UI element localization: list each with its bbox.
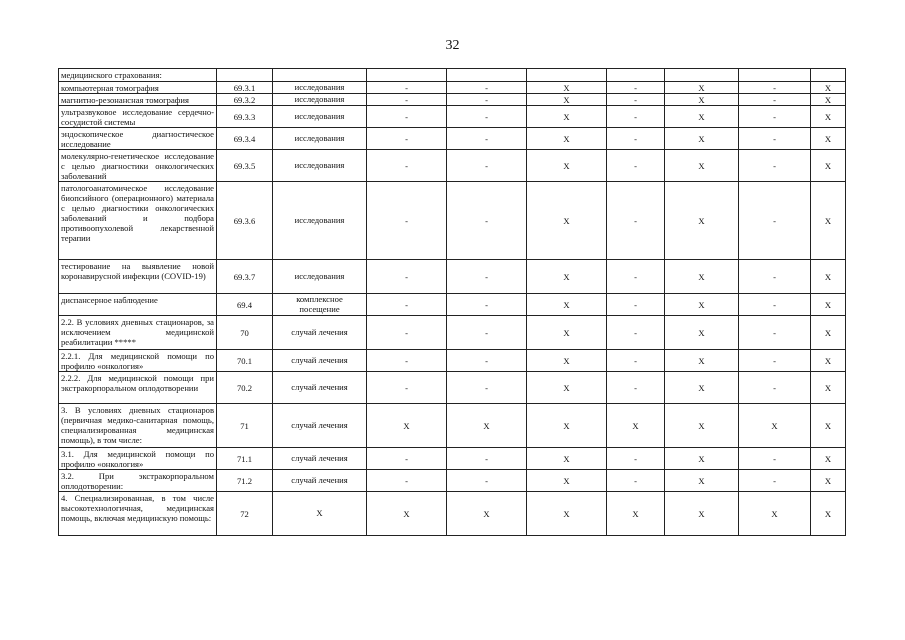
value-cell: X	[665, 316, 739, 350]
row-name-cell: компьютерная томография	[59, 82, 217, 94]
value-cell: X	[739, 492, 811, 536]
row-code-cell: 69.3.5	[217, 150, 273, 182]
value-cell: -	[447, 128, 527, 150]
table-row	[59, 404, 846, 448]
row-code-cell: 69.3.6	[217, 182, 273, 260]
row-name-cell: 3. В условиях дневных стационаров (первичная медико-санитарная помощь, специализированная медицинская помощь), в том числе:	[59, 404, 217, 448]
value-cell: -	[447, 82, 527, 94]
value-cell: X	[527, 260, 607, 294]
value-cell: -	[739, 182, 811, 260]
value-cell: X	[367, 492, 447, 536]
value-cell: -	[447, 372, 527, 404]
value-cell: X	[665, 470, 739, 492]
row-name-cell: 4. Специализированная, в том числе высокотехнологичная, медицинская помощь, включая медицинскую помощь:	[59, 492, 217, 536]
value-cell: -	[447, 470, 527, 492]
value-cell: X	[665, 404, 739, 448]
value-cell: -	[367, 350, 447, 372]
value-cell: X	[811, 470, 846, 492]
row-code-cell: 69.3.4	[217, 128, 273, 150]
value-cell: X	[447, 492, 527, 536]
value-cell: X	[665, 492, 739, 536]
row-code-cell: 69.3.7	[217, 260, 273, 294]
value-cell: -	[607, 294, 665, 316]
value-cell: -	[447, 106, 527, 128]
row-code-cell: 70	[217, 316, 273, 350]
value-cell: -	[367, 150, 447, 182]
value-cell: -	[739, 316, 811, 350]
value-cell: -	[447, 316, 527, 350]
value-cell: -	[607, 182, 665, 260]
value-cell: X	[811, 106, 846, 128]
value-cell: X	[739, 404, 811, 448]
row-code-cell: 69.3.3	[217, 106, 273, 128]
row-code-cell: 69.3.2	[217, 94, 273, 106]
value-cell: X	[527, 294, 607, 316]
value-cell: -	[447, 294, 527, 316]
value-cell: -	[739, 294, 811, 316]
value-cell: X	[665, 94, 739, 106]
row-unit-cell: исследования	[273, 94, 367, 106]
row-unit-cell: случай лечения	[273, 350, 367, 372]
row-code-cell: 69.3.1	[217, 82, 273, 94]
row-name-cell: патологоанатомическое исследование биопсийного (операционного) материала с целью диагностики онкологических заболеваний и подбора противоопухолевой лекарственной терапии	[59, 182, 217, 260]
value-cell: X	[527, 82, 607, 94]
value-cell: X	[665, 182, 739, 260]
value-cell: X	[527, 470, 607, 492]
value-cell: X	[665, 106, 739, 128]
value-cell: X	[811, 94, 846, 106]
table-row	[59, 82, 846, 94]
row-unit-cell: случай лечения	[273, 470, 367, 492]
value-cell: X	[811, 150, 846, 182]
row-unit-cell: случай лечения	[273, 448, 367, 470]
value-cell: X	[665, 150, 739, 182]
value-cell: -	[367, 470, 447, 492]
value-cell: -	[367, 182, 447, 260]
value-cell: X	[527, 492, 607, 536]
value-cell: X	[665, 82, 739, 94]
table-row	[59, 372, 846, 404]
row-unit-cell: X	[273, 492, 367, 536]
row-unit-cell: случай лечения	[273, 316, 367, 350]
row-name-cell: 2.2.2. Для медицинской помощи при экстракорпоральном оплодотворении	[59, 372, 217, 404]
row-name-cell: молекулярно-генетическое исследование с целью диагностики онкологических заболеваний	[59, 150, 217, 182]
value-cell: -	[367, 372, 447, 404]
value-cell: -	[739, 106, 811, 128]
row-code-cell: 71	[217, 404, 273, 448]
tariff-table	[58, 68, 846, 536]
table-row	[59, 128, 846, 150]
value-cell: -	[367, 82, 447, 94]
value-cell: X	[665, 128, 739, 150]
row-unit-cell: исследования	[273, 82, 367, 94]
row-code-cell: 70.2	[217, 372, 273, 404]
row-unit-cell: исследования	[273, 150, 367, 182]
value-cell: -	[607, 106, 665, 128]
value-cell: X	[811, 372, 846, 404]
value-cell: -	[739, 82, 811, 94]
row-name-cell: магнитно-резонансная томография	[59, 94, 217, 106]
value-cell	[811, 69, 846, 82]
value-cell: -	[739, 372, 811, 404]
value-cell: X	[811, 350, 846, 372]
table-row	[59, 294, 846, 316]
value-cell	[527, 69, 607, 82]
value-cell	[739, 69, 811, 82]
value-cell: -	[739, 470, 811, 492]
value-cell: X	[607, 404, 665, 448]
value-cell: X	[527, 128, 607, 150]
table-row	[59, 150, 846, 182]
table-row	[59, 448, 846, 470]
value-cell: -	[607, 150, 665, 182]
value-cell: -	[447, 150, 527, 182]
value-cell: X	[527, 372, 607, 404]
value-cell: X	[527, 350, 607, 372]
row-code-cell: 70.1	[217, 350, 273, 372]
row-unit-cell: исследования	[273, 106, 367, 128]
value-cell: -	[607, 372, 665, 404]
value-cell: -	[607, 316, 665, 350]
table-row	[59, 316, 846, 350]
value-cell: -	[447, 448, 527, 470]
value-cell: -	[607, 448, 665, 470]
value-cell: X	[527, 448, 607, 470]
value-cell: X	[665, 294, 739, 316]
value-cell: -	[739, 260, 811, 294]
value-cell	[665, 69, 739, 82]
page-number: 32	[445, 38, 460, 53]
value-cell: X	[527, 182, 607, 260]
value-cell: -	[367, 94, 447, 106]
row-name-cell: тестирование на выявление новой коронавирусной инфекции (COVID-19)	[59, 260, 217, 294]
row-name-cell: 2.2. В условиях дневных стационаров, за исключением медицинской реабилитации *****	[59, 316, 217, 350]
value-cell: -	[607, 260, 665, 294]
value-cell: X	[811, 182, 846, 260]
row-code-cell: 72	[217, 492, 273, 536]
value-cell: -	[447, 260, 527, 294]
value-cell: -	[739, 150, 811, 182]
row-unit-cell: случай лечения	[273, 404, 367, 448]
value-cell: X	[811, 404, 846, 448]
row-unit-cell: исследования	[273, 260, 367, 294]
value-cell: -	[607, 82, 665, 94]
row-code-cell: 71.2	[217, 470, 273, 492]
value-cell: X	[811, 128, 846, 150]
value-cell: X	[811, 316, 846, 350]
value-cell: X	[527, 404, 607, 448]
value-cell: X	[607, 492, 665, 536]
value-cell: X	[367, 404, 447, 448]
value-cell: X	[811, 260, 846, 294]
table-row	[59, 470, 846, 492]
table-row	[59, 94, 846, 106]
value-cell: X	[665, 350, 739, 372]
value-cell: X	[527, 94, 607, 106]
row-code-cell: 69.4	[217, 294, 273, 316]
table-body	[59, 69, 846, 536]
row-unit-cell: исследования	[273, 182, 367, 260]
row-unit-cell: случай лечения	[273, 372, 367, 404]
table-row	[59, 69, 846, 82]
value-cell: X	[665, 372, 739, 404]
value-cell: -	[607, 350, 665, 372]
value-cell	[447, 69, 527, 82]
table-row	[59, 260, 846, 294]
value-cell: -	[739, 94, 811, 106]
value-cell: X	[665, 448, 739, 470]
row-unit-cell: комплексное посещение	[273, 294, 367, 316]
value-cell: -	[367, 260, 447, 294]
value-cell: X	[811, 82, 846, 94]
row-code-cell: 71.1	[217, 448, 273, 470]
row-unit-cell	[273, 69, 367, 82]
value-cell: X	[527, 316, 607, 350]
value-cell: -	[447, 182, 527, 260]
value-cell: -	[607, 470, 665, 492]
value-cell: -	[607, 94, 665, 106]
value-cell: X	[665, 260, 739, 294]
value-cell: -	[367, 294, 447, 316]
table-row	[59, 492, 846, 536]
row-name-cell: ультразвуковое исследование сердечно-сосудистой системы	[59, 106, 217, 128]
value-cell: -	[739, 350, 811, 372]
value-cell: -	[739, 448, 811, 470]
value-cell: X	[811, 294, 846, 316]
row-code-cell	[217, 69, 273, 82]
table-row	[59, 350, 846, 372]
value-cell: -	[739, 128, 811, 150]
value-cell: -	[367, 448, 447, 470]
value-cell	[607, 69, 665, 82]
value-cell: -	[367, 106, 447, 128]
value-cell: X	[447, 404, 527, 448]
value-cell: X	[811, 448, 846, 470]
row-name-cell: диспансерное наблюдение	[59, 294, 217, 316]
row-name-cell: медицинского страхования:	[59, 69, 217, 82]
value-cell: X	[527, 150, 607, 182]
table-row	[59, 106, 846, 128]
row-unit-cell: исследования	[273, 128, 367, 150]
value-cell: X	[811, 492, 846, 536]
value-cell: -	[607, 128, 665, 150]
table-row	[59, 182, 846, 260]
row-name-cell: 3.1. Для медицинской помощи по профилю «онкология»	[59, 448, 217, 470]
value-cell: -	[367, 128, 447, 150]
row-name-cell: эндоскопическое диагностическое исследование	[59, 128, 217, 150]
value-cell: -	[447, 350, 527, 372]
value-cell: -	[367, 316, 447, 350]
row-name-cell: 2.2.1. Для медицинской помощи по профилю «онкология»	[59, 350, 217, 372]
value-cell: X	[527, 106, 607, 128]
value-cell	[367, 69, 447, 82]
value-cell: -	[447, 94, 527, 106]
row-name-cell: 3.2. При экстракорпоральном оплодотворении:	[59, 470, 217, 492]
